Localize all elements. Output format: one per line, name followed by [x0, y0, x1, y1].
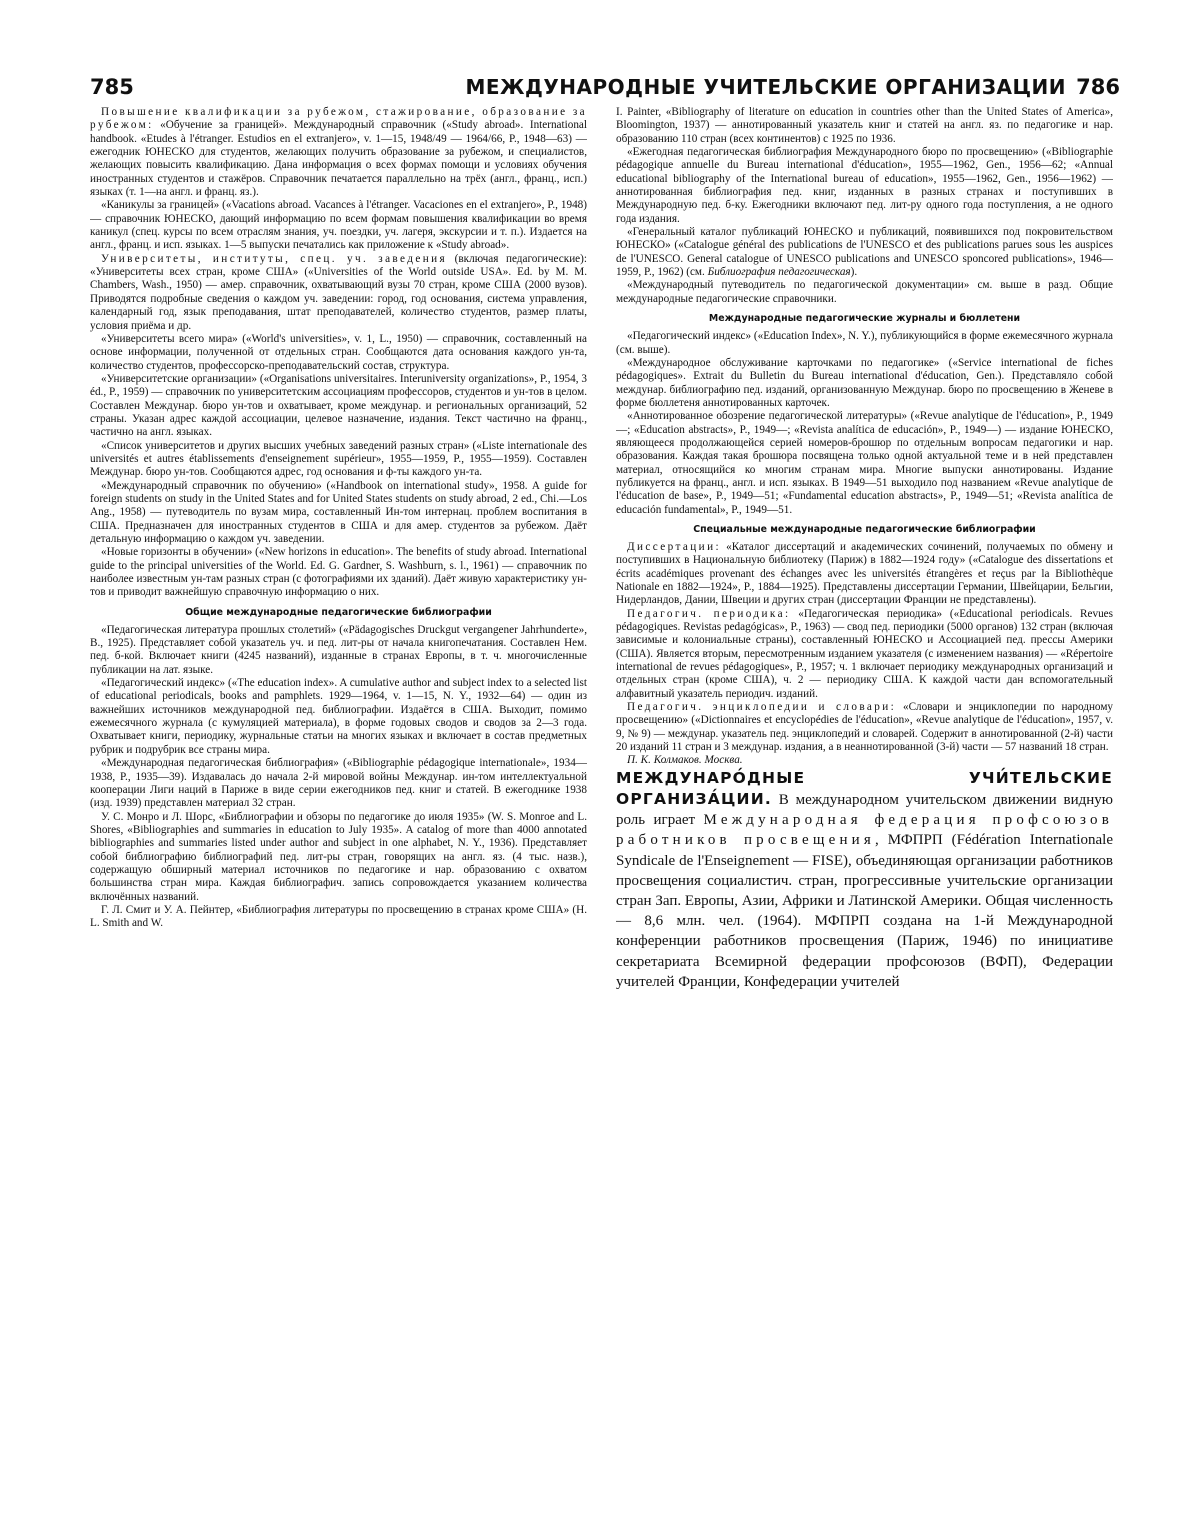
page-number-left: 785 [90, 75, 134, 99]
paragraph-text: «Словари и энциклопедии по народному просвещению» («Dictionnaires et encyclopédies de l'éducation», «Revue analytique de l'éducation», 1957, v. 9, № 9) — междунар. указатель пед. энциклопедий и словарей. Содержит в аннотированной (2-й) части 20 изданий 11 стран и 3 междунар. издания, а в неаннотированной (3-й) части — 57 названий 18 стран. [616, 701, 1113, 754]
right-column [616, 106, 1113, 1424]
article-entry [616, 768, 1113, 992]
paragraph: «Каникулы за границей» («Vacations abroad. Vacances à l'étranger. Vacaciones en el extranjero», P., 1948) — справочник ЮНЕСКО, дающий информацию по всем формам повышения квалификации во время каникул (спец. курсы по всем отраслям знания, уч. поездки, уч. лагеря, экскурсии и т. п.). Издается на англ., франц. и исп. языках. 1—5 выпуски печатались как приложение к «Study abroad». [90, 199, 587, 252]
paragraph-text: «Генеральный каталог публикаций ЮНЕСКО и публикаций, появившихся под покровительством ЮНЕСКО» («Catalogue général des publications de l'UNESCO et des publications parues sous les auspices de l'UNESCO. General catalogue of UNESCO publications and UNESCO sponcored publications», 1946—1959, P., 1962) (см. [616, 226, 1113, 279]
paragraph: «Педагогический индекс» («The education index». A cumulative author and subject index to a selected list of educational periodicals, books and pamphlets. 1929—1964, v. 1—15, N. Y., 1932—64) — один из важнейших источников международной пед. библиографии. Издаётся в США. Выходит, помимо ежемесячного журнала (с кумуляцией материала), в форме годовых сводов и сводов за 2—3 года. Охватывает книги, периодику, журнальные статьи на многих языках и включает в состав предметных рубрик и подрубрик все страны мира. [90, 677, 587, 756]
article-text: , МФПРП (Fédération Internationale Syndicale de l'Enseignement — FISE), объединяющая организации работников просвещения социалистич. стран, прогрессивные учительские организации стран Зап. Европы, Азии, Африки и Латинской Америки. Общая численность — 8,6 млн. чел. (1964). МФПРП создана на 1-й Международной конференции работников просвещения (Париж, 1946) по инициативе секретариата Всемирной федерации профсоюзов (ВФП), Федерации учителей Франции, Конфедерации учителей [616, 832, 1113, 990]
paragraph [90, 253, 587, 333]
paragraph: «Новые горизонты в обучении» («New horizons in education». The benefits of study abroad. International guide to the principal universities of the World. Ed. G. Gardner, S. Washburn, s. l., 1961) — справочник по наиболее известным ун-там разных стран (с фотографиями их зданий). Даёт живую характеристику ун-тов и приводит важнейшую справочную информацию о них. [90, 546, 587, 599]
spaced-term: Международная федерация профсоюзов работников просвещения [616, 812, 1113, 849]
paragraph: «Педагогический индекс» («Education Index», N. Y.), публикующийся в форме ежемесячного журнала (см. выше). [616, 330, 1113, 356]
paragraph-text: (включая педагогические): «Университеты всех стран, кроме США» («Universities of the World outside USA». Ed. by M. M. Chambers, Wash., 1950) — амер. справочник, охватывающий вузы 70 стран, кроме США (2000 вузов). Приводятся подробные сведения о каждом уч. заведении: город, год основания, система управления, календарный год, язык преподавания, штат преподавателей, количество студентов, размер платы, условия приёма и др. [90, 252, 587, 332]
section-heading: Международные педагогические журналы и бюллетени [708, 313, 1021, 325]
paragraph: «Университетские организации» («Organisations universitaires. Interuniversity organizations», P., 1954, 3 éd., P., 1959) — справочник по университетским ассоциациям профессоров, студентов и ун-тов в целом. Составлен Междунар. бюро ун-тов и охватывает, кроме междунар. и региональных организаций, 52 страны. Указан адрес каждой ассоциации, целевое назначение, издания. Текст частично на франц., частично на англ. языках. [90, 372, 587, 439]
paragraph [616, 226, 1113, 279]
page-number-right: 786 [1076, 75, 1120, 99]
article-paragraph [616, 768, 1113, 992]
spaced-heading: Педагогич. периодика: [627, 607, 791, 620]
paragraph: «Список университетов и других высших учебных заведений разных стран» («Liste internationale des universités et autres établissements d'enseignement supérieur», 1955—1959, P., 1955—1959). Составлен Междунар. бюро ун-тов. Сообщаются адрес, год основания и ф-ты каждого ун-та. [90, 439, 587, 479]
cross-reference: Библиография педагогическая [707, 266, 851, 279]
paragraph: Г. Л. Смит и У. А. Пейнтер, «Библиография литературы по просвещению в странах кроме США» (H. L. Smith and W. [90, 903, 587, 930]
running-title: МЕЖДУНАРОДНЫЕ УЧИТЕЛЬСКИЕ ОРГАНИЗАЦИИ [465, 75, 1066, 99]
article-text: В международном учительском движении видную роль играет [616, 792, 1113, 829]
section-heading: Специальные международные педагогические библиографии [693, 523, 1036, 535]
left-column [90, 106, 587, 1426]
section-heading: Общие международные педагогические библиографии [185, 606, 492, 618]
paragraph: «Ежегодная педагогическая библиография Международного бюро по просвещению» («Bibliographie pédagogique annuelle du Bureau international d'éducation», 1955—1962, Gen., 1956—62; «Annual educational bibliography of the International bureau of education», 1955—1962, Gen., 1956—1962) — аннотированная библиография пед. книг, изданных в разных странах и поступивших в Международную пед. б-ку. Ежегодники включают пед. лит-ру одного года поступления, а не одного года издания. [616, 146, 1113, 225]
paragraph: I. Painter, «Bibliography of literature on education in countries other than the United States of America», Bloomington, 1937) — аннотированный указатель книг и статей на англ. яз. по педагогике и нар. образованию 110 стран (всех континентов) с 1925 по 1936. [616, 106, 1113, 145]
paragraph-text: «Обучение за границей». Международный справочник («Study abroad». International handbook. «Etudes à l'étranger. Estudios en el extranjero», v. 1—15, 1948/49 — 1964/66, P., 1948—63) — ежегодник ЮНЕСКО для студентов, желающих получить образование за рубежом, и специалистов, желающих повысить квалификацию. Дана информация о всех формах помощи и условиях обучения иностранных студентов и стажёров. Справочник печатается параллельно на трёх (англ., франц., исп.) языках (т. 1—на англ. и франц. яз.). [90, 119, 587, 199]
page-header [90, 72, 1120, 106]
paragraph [616, 608, 1113, 701]
paragraph: «Аннотированное обозрение педагогической литературы» («Revue analytique de l'éducation», P., 1949—; «Education abstracts», P., 1949—; «Revista analítica de educación», P., 1949—) — издание ЮНЕСКО, являющееся продолжающейся серией номеров-брошюр по отдельным вопросам педагогики и нар. образования. Каждая такая брошюра посвящена только одной актуальной теме и в ней представлен материал, относящийся ко многим странам мира. Многие выпуски аннотированы. Издание публикуется на франц., англ. и исп. языках. В 1949—51 выходило под названием «Revue analytique de l'éducation de base», P., 1949—51; «Fundamental education abstracts», P., 1949—51; «Revista analítica de educación fundamental», P., 1949—51. [616, 410, 1113, 516]
paragraph: «Международный путеводитель по педагогической документации» см. выше в разд. Общие международные педагогические справочники. [616, 279, 1113, 305]
author-signature: П. К. Колмаков. Москва. [627, 754, 743, 767]
paragraph-text: «Каталог диссертаций и академических сочинений, получаемых по обмену и поступивших в Национальную библиотеку (Париж) в 1882—1924 году» («Catalogue des dissertations et écrits académiques provenant des échanges avec les universités étrangères et reçus par la Bibliothèque Nationale en 1882—1924», P., 1884—1925). Представлены диссертации Германии, Швейцарии, Бельгии, Нидерландов, Дании, Швеции и других стран (диссертации Франции не представлены). [616, 540, 1113, 607]
spaced-heading: Университеты, институты, спец. уч. заведения [101, 252, 448, 265]
paragraph: «Международный справочник по обучению» («Handbook on international study», 1958. A guide for foreign students on study in the United States and for United States students on study abroad, 2 ed., Chi.—Los Ang., 1958) — путеводитель по вузам мира, составленный Ин-том интернац. проблем воспитания в США. Предназначен для иностранных студентов в США и для амер. студентов за рубежом. Даёт детальную информацию о каждом уч. заведении. [90, 479, 587, 545]
paragraph: «Университеты всего мира» («World's universities», v. 1, L., 1950) — справочник, составленный на основе информации, полученной от отдельных стран. Сообщаются дата основания каждого ун-та, количество студентов, профессорско-преподавательский состав, структура. [90, 332, 587, 372]
article-headword: МЕЖДУНАРО́ДНЫЕ УЧИ́ТЕЛЬСКИЕ ОРГАНИЗА́ЦИИ. [616, 768, 1113, 809]
paragraph: У. С. Монро и Л. Шорс, «Библиографии и обзоры по педагогике до июля 1935» (W. S. Monroe and L. Shores, «Bibliographies and summaries in education to July 1935». A catalog of more than 4000 annotated bibliographies and summaries listed under author and subject in one alphabet, N. Y., 1936). Представляет собой библиографию библиографий пед. лит-ры стран, говорящих на англ. яз. (4 тыс. назв.), содержащую обширный материал источников по педагогике и нар. образованию с охватом большинства стран мира. Каждая библиографич. запись сопровождается указанием количества включённых названий. [90, 810, 587, 903]
paragraph: «Международное обслуживание карточками по педагогике» («Service international de fiches pédagogiques». Extrait du Bulletin du Bureau international d'éducation, Gen.). Представляло собой междунар. библиографию пед. изданий, организованную Междунар. бюро по просвещению в Женеве в форме бюллетеня аннотированных карточек. [616, 356, 1113, 409]
paragraph [90, 106, 587, 199]
spaced-heading: Педагогич. энциклопедии и словари: [627, 701, 897, 714]
paragraph-text: «Педагогическая периодика» («Educational periodicals. Revues pédagogiques. Revistas pedagógicas», P., 1963) — свод пед. периодики (5000 органов) 132 стран (включая зависимые и колониальные страны), составленный ЮНЕСКО и Ассоциацией пед. прессы Америки (США). Является вторым, пересмотренным изданием указателя (с изменением названия) — «Répertoire international de revues pédagogiques», P., 1957; ч. 1 включает периодику международных организаций и отдельных стран (кроме США), ч. 2 — периодику США. К каждой части дан вспомогательный алфавитный указатель периодич. изданий. [616, 607, 1113, 700]
spaced-heading: Диссертации: [627, 540, 721, 553]
paragraph: «Международная педагогическая библиография» («Bibliographie pédagogique internationale», 1934—1938, P., 1935—39). Издавалась до начала 2-й мировой войны Междунар. ин-том интеллектуальной кооперации Лиги наций в Париже в виде серии ежегодников пед. книг и статей. В ежегоднике 1938 (изд. 1939) представлен материал 32 стран. [90, 757, 587, 810]
paragraph [616, 541, 1113, 608]
paragraph-text: ). [850, 266, 858, 279]
paragraph: «Педагогическая литература прошлых столетий» («Pädagogisches Druckgut vergangener Jahrhunderte», B., 1925). Представляет собой указатель уч. и пед. лит-ры от начала книгопечатания. Составлен Нем. пед. б-кой. Включает книги (4245 названий), изданные в странах Европы, в т. ч. многочисленные публикации на лат. языке. [90, 623, 587, 676]
spaced-heading: Повышение квалификации за рубежом, стажирование, образование за рубежом: [90, 106, 587, 132]
paragraph [616, 701, 1113, 754]
